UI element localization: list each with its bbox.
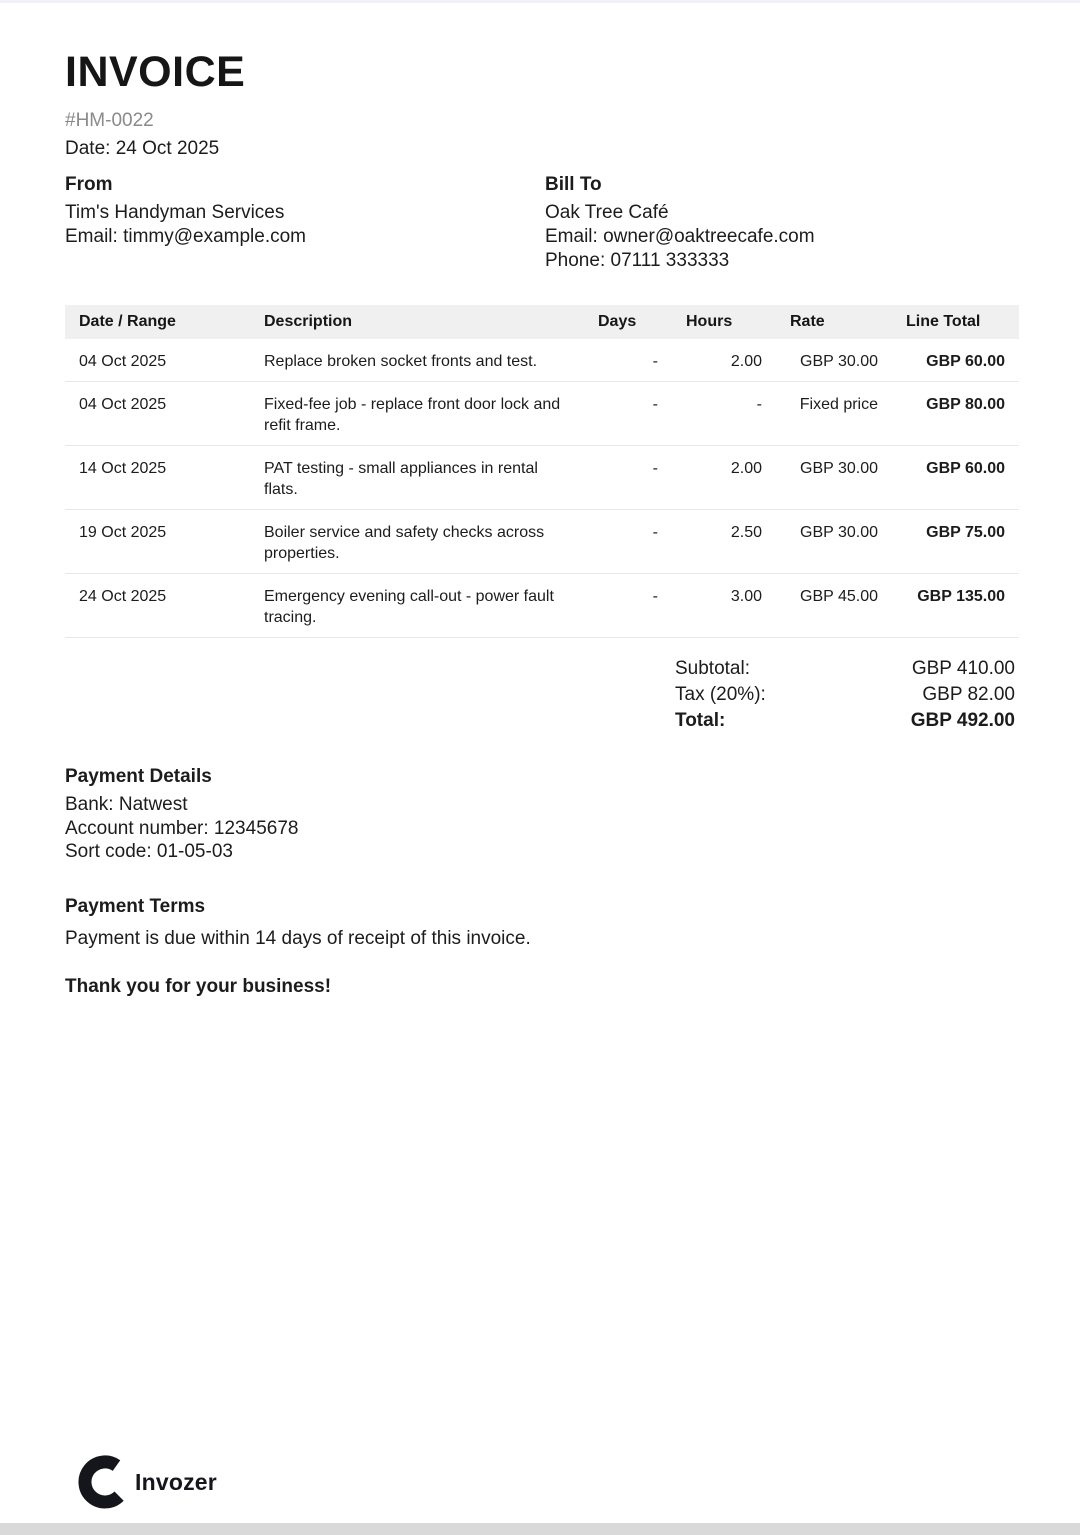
sort-code-line — [65, 840, 1019, 864]
bill-to-block — [545, 174, 1019, 273]
cell-date: 04 Oct 2025 — [65, 382, 250, 446]
cell-hours: 2.00 — [672, 339, 776, 382]
from-email-line — [65, 225, 545, 249]
bill-to-heading: Bill To — [545, 174, 602, 195]
table-row — [65, 382, 1019, 446]
footer-logo-text: Invozer — [135, 1468, 217, 1495]
cell-date: 24 Oct 2025 — [65, 574, 250, 638]
cell-rate: Fixed price — [776, 382, 892, 446]
invoice-date-label: Date: — [65, 138, 111, 159]
cell-rate: GBP 45.00 — [776, 574, 892, 638]
from-block — [65, 174, 545, 273]
invoice-date-value: 24 Oct 2025 — [115, 138, 220, 159]
bank-line — [65, 793, 1019, 817]
header-days: Days — [584, 305, 672, 339]
cell-date: 04 Oct 2025 — [65, 339, 250, 382]
cell-description: PAT testing - small appliances in rental flats. — [250, 446, 584, 510]
sort-code-label: Sort code: — [65, 841, 152, 862]
sort-code-value: 01-05-03 — [156, 841, 233, 862]
account-number-label: Account number: — [65, 817, 209, 839]
page-top-edge — [0, 0, 1080, 3]
cell-hours: 2.50 — [672, 510, 776, 574]
from-email-value: timmy@example.com — [123, 226, 307, 247]
cell-days: - — [584, 574, 672, 638]
total-row — [675, 708, 1015, 734]
cell-days: - — [584, 339, 672, 382]
cell-date: 19 Oct 2025 — [65, 510, 250, 574]
cell-line-total: GBP 75.00 — [892, 510, 1019, 574]
cell-days: - — [584, 382, 672, 446]
total-label: Total: — [675, 710, 726, 731]
payment-terms-section — [65, 896, 1019, 951]
cell-line-total: GBP 60.00 — [892, 339, 1019, 382]
subtotal-value: GBP 410.00 — [911, 658, 1015, 679]
header-line-total: Line Total — [892, 305, 1019, 339]
invoice-title: INVOICE — [65, 48, 246, 96]
subtotal-label: Subtotal: — [675, 658, 750, 679]
bill-to-phone-line — [545, 249, 1019, 273]
cell-days: - — [584, 446, 672, 510]
from-email-label: Email: — [65, 226, 118, 247]
cell-description: Emergency evening call-out - power fault tracing. — [250, 574, 584, 638]
header-date: Date / Range — [65, 305, 250, 339]
bill-to-email-line — [545, 225, 1019, 249]
cell-hours: 3.00 — [672, 574, 776, 638]
payment-terms-heading: Payment Terms — [65, 895, 206, 917]
payment-details-section — [65, 766, 1019, 864]
header-hours: Hours — [672, 305, 776, 339]
totals-section — [675, 656, 1015, 734]
header-description: Description — [250, 305, 584, 339]
table-row — [65, 339, 1019, 382]
cell-description: Replace broken socket fronts and test. — [250, 339, 584, 382]
bill-to-phone-label: Phone: — [545, 250, 606, 271]
from-heading: From — [65, 174, 113, 195]
bill-to-email-value: owner@oaktreecafe.com — [603, 226, 815, 247]
line-items-table — [65, 305, 1019, 638]
bill-to-phone-value: 07111 333333 — [610, 250, 730, 271]
cell-description: Boiler service and safety checks across properties. — [250, 510, 584, 574]
table-row — [65, 446, 1019, 510]
cell-days: - — [584, 510, 672, 574]
cell-rate: GBP 30.00 — [776, 510, 892, 574]
invoice-content — [65, 0, 1019, 998]
cell-rate: GBP 30.00 — [776, 339, 892, 382]
line-items-header — [65, 305, 1019, 339]
table-row — [65, 574, 1019, 638]
thank-you-message: Thank you for your business! — [65, 976, 332, 997]
parties-section — [65, 174, 1019, 273]
cell-line-total: GBP 80.00 — [892, 382, 1019, 446]
invozer-logo-icon — [78, 1455, 132, 1509]
tax-value: GBP 82.00 — [922, 684, 1015, 705]
account-number-value: 12345678 — [213, 817, 299, 839]
cell-line-total: GBP 135.00 — [892, 574, 1019, 638]
invoice-number: #HM-0022 — [65, 110, 154, 131]
line-items-body — [65, 339, 1019, 638]
header-rate: Rate — [776, 305, 892, 339]
page-bottom-edge — [0, 1523, 1080, 1535]
tax-label: Tax (20%): — [675, 684, 766, 705]
cell-rate: GBP 30.00 — [776, 446, 892, 510]
footer-logo — [78, 1455, 217, 1509]
cell-hours: 2.00 — [672, 446, 776, 510]
bank-label: Bank: — [65, 794, 114, 815]
tax-row — [675, 682, 1015, 708]
bank-value: Natwest — [118, 794, 188, 815]
header-row — [65, 305, 1019, 339]
payment-details-heading: Payment Details — [65, 766, 212, 787]
from-name: Tim's Handyman Services — [65, 202, 285, 223]
cell-hours: - — [672, 382, 776, 446]
bill-to-email-label: Email: — [545, 226, 598, 247]
table-row — [65, 510, 1019, 574]
invoice-date-line — [65, 138, 1019, 160]
subtotal-row — [675, 656, 1015, 682]
cell-line-total: GBP 60.00 — [892, 446, 1019, 510]
cell-date: 14 Oct 2025 — [65, 446, 250, 510]
account-number-line — [65, 817, 1019, 841]
total-value: GBP 492.00 — [910, 710, 1015, 731]
bill-to-name: Oak Tree Café — [545, 202, 669, 223]
cell-description: Fixed-fee job - replace front door lock and refit frame. — [250, 382, 584, 446]
payment-terms-text: Payment is due within 14 days of receipt of this invoice. — [65, 927, 531, 949]
